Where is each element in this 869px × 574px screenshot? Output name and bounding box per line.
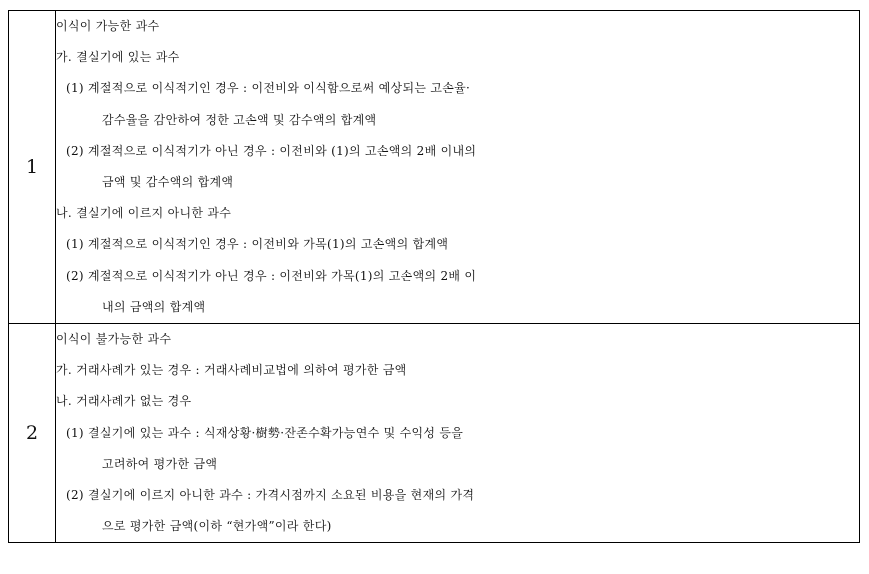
clause-continuation: 으로 평가한 금액(이하 “현가액”이라 한다)	[102, 519, 332, 534]
clause-continuation: 내의 금액의 합계액	[102, 299, 206, 314]
subsection-heading: 가. 결실기에 있는 과수	[56, 50, 180, 65]
subsection-heading: 가. 거래사례가 있는 경우 : 거래사례비교법에 의하여 평가한 금액	[56, 363, 407, 378]
clause-line: (1) 계절적으로 이식적기인 경우 : 이전비와 가목(1)의 고손액의 합계액	[66, 237, 449, 252]
row-number: 2	[9, 324, 56, 543]
section-heading: 이식이 가능한 과수	[56, 19, 160, 33]
clause-line: (2) 계절적으로 이식적기가 아닌 경우 : 이전비와 (1)의 고손액의 2배 이내의	[66, 143, 477, 158]
clause-line: (1) 결실기에 있는 과수 : 식재상황·樹勢·잔존수확가능연수 및 수익성 등을	[66, 425, 464, 440]
row-number: 1	[9, 11, 56, 324]
subsection-heading: 나. 결실기에 이르지 아니한 과수	[56, 206, 232, 221]
compensation-table	[8, 10, 860, 543]
row-content	[56, 11, 860, 324]
clause-continuation: 감수율을 감안하여 정한 고손액 및 감수액의 합계액	[102, 112, 377, 127]
clause-continuation: 금액 및 감수액의 합계액	[102, 175, 234, 190]
subsection-heading: 나. 거래사례가 없는 경우	[56, 394, 192, 409]
clause-continuation: 고려하여 평가한 금액	[102, 456, 218, 471]
clause-line: (2) 계절적으로 이식적기가 아닌 경우 : 이전비와 가목(1)의 고손액의 2배 이	[66, 268, 477, 283]
section-heading: 이식이 불가능한 과수	[56, 332, 172, 347]
table-row-1	[9, 11, 860, 324]
row-content	[56, 324, 860, 543]
clause-line: (1) 계절적으로 이식적기인 경우 : 이전비와 이식함으로써 예상되는 고손율·	[66, 81, 471, 96]
table-row-2	[9, 324, 860, 543]
clause-line: (2) 결실기에 이르지 아니한 과수 : 가격시점까지 소요된 비용을 현재의 가격	[66, 488, 475, 503]
